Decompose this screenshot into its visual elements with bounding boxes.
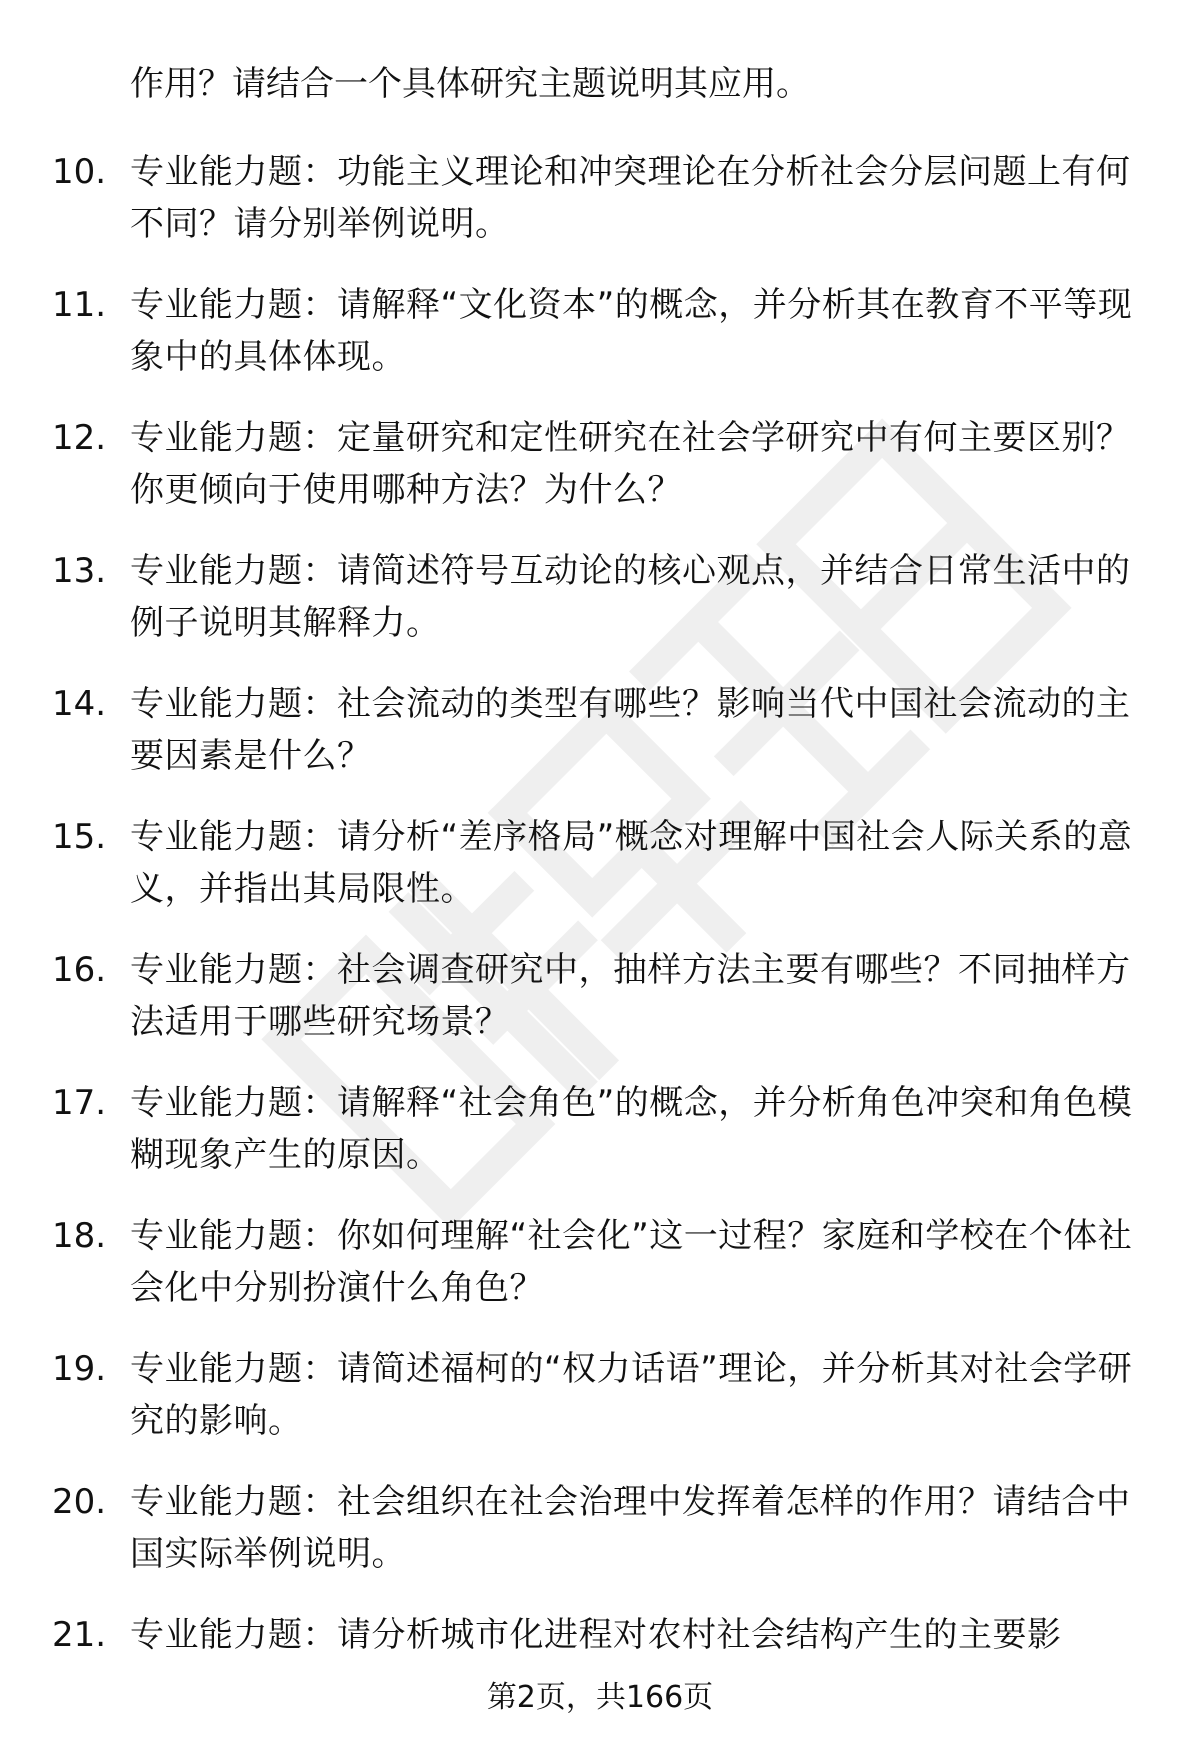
question-item-11 [0, 273, 1200, 406]
question-text: 专业能力题：社会调查研究中，抽样方法主要有哪些？不同抽样方法适用于哪些研究场景？ [130, 950, 1131, 1042]
question-item-20 [0, 1470, 1200, 1603]
question-text: 专业能力题：请解释“文化资本”的概念，并分析其在教育不平等现象中的具体体现。 [130, 285, 1133, 377]
question-text: 专业能力题：请解释“社会角色”的概念，并分析角色冲突和角色模糊现象产生的原因。 [130, 1083, 1133, 1175]
question-item-12 [0, 406, 1200, 539]
question-item-19 [0, 1337, 1200, 1470]
question-item-14 [0, 672, 1200, 805]
question-text: 专业能力题：社会组织在社会治理中发挥着怎样的作用？请结合中国实际举例说明。 [130, 1482, 1131, 1574]
question-item-15 [0, 805, 1200, 938]
question-number: 18. [52, 1216, 107, 1256]
question-item-10 [0, 140, 1200, 273]
question-number: 14. [52, 684, 107, 724]
continued-question-text: 作用？请结合一个具体研究主题说明其应用。 [130, 64, 810, 104]
page-number-footer: 第2页，共166页 [486, 1680, 714, 1715]
question-item-13 [0, 539, 1200, 672]
question-text: 专业能力题：定量研究和定性研究在社会学研究中有何主要区别？你更倾向于使用哪种方法？为什么？ [130, 418, 1131, 510]
question-number: 12. [52, 418, 107, 458]
question-number: 11. [52, 285, 107, 325]
question-item-17 [0, 1071, 1200, 1204]
question-text: 专业能力题：请简述符号互动论的核心观点，并结合日常生活中的例子说明其解释力。 [130, 551, 1131, 643]
question-number: 19. [52, 1349, 107, 1389]
question-list [0, 140, 1200, 1736]
question-text: 专业能力题：社会流动的类型有哪些？影响当代中国社会流动的主要因素是什么？ [130, 684, 1131, 776]
question-number: 10. [52, 152, 107, 192]
question-number: 17. [52, 1083, 107, 1123]
question-text: 专业能力题：请简述福柯的“权力话语”理论，并分析其对社会学研究的影响。 [130, 1349, 1133, 1441]
question-number: 21. [52, 1615, 107, 1655]
question-text: 专业能力题：请分析“差序格局”概念对理解中国社会人际关系的意义，并指出其局限性。 [130, 817, 1133, 909]
question-item-18 [0, 1204, 1200, 1337]
question-number: 15. [52, 817, 107, 857]
question-number: 20. [52, 1482, 107, 1522]
question-number: 16. [52, 950, 107, 990]
question-text: 专业能力题：你如何理解“社会化”这一过程？家庭和学校在个体社会化中分别扮演什么角色？ [130, 1216, 1133, 1308]
question-text: 专业能力题：请分析城市化进程对农村社会结构产生的主要影 [130, 1615, 1062, 1655]
question-item-16 [0, 938, 1200, 1071]
question-number: 13. [52, 551, 107, 591]
question-text: 专业能力题：功能主义理论和冲突理论在分析社会分层问题上有何不同？请分别举例说明。 [130, 152, 1131, 244]
